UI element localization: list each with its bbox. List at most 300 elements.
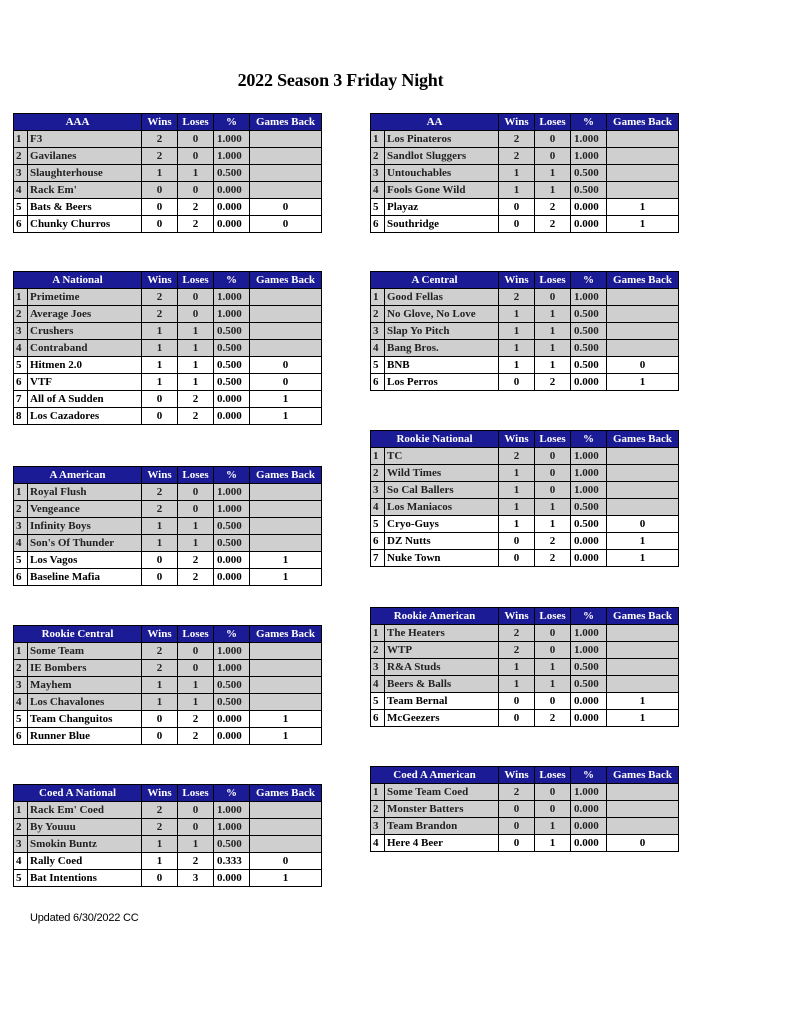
table-row [14, 374, 322, 391]
rank-cell: 2 [371, 148, 385, 165]
pct-cell: 1.000 [214, 131, 250, 148]
team-name-cell: Team Bernal [385, 693, 499, 710]
team-name-cell: All of A Sudden [28, 391, 142, 408]
loses-cell: 1 [535, 357, 571, 374]
wins-cell: 0 [142, 199, 178, 216]
table-header-row [371, 608, 679, 625]
loses-cell: 1 [535, 165, 571, 182]
pct-cell: 0.500 [571, 499, 607, 516]
games-back-header: Games Back [250, 626, 322, 643]
loses-cell: 2 [178, 711, 214, 728]
team-name-cell: Here 4 Beer [385, 835, 499, 852]
rank-cell: 4 [14, 182, 28, 199]
pct-cell: 0.500 [571, 165, 607, 182]
games-back-cell: 1 [607, 550, 679, 567]
pct-cell: 0.000 [214, 391, 250, 408]
rank-cell: 3 [371, 482, 385, 499]
wins-cell: 1 [499, 499, 535, 516]
games-back-cell [250, 289, 322, 306]
wins-cell: 1 [142, 357, 178, 374]
wins-cell: 0 [499, 693, 535, 710]
games-back-cell [607, 784, 679, 801]
games-back-cell: 1 [607, 533, 679, 550]
loses-cell: 1 [535, 835, 571, 852]
loses-cell: 2 [178, 408, 214, 425]
rank-cell: 1 [14, 643, 28, 660]
loses-cell: 0 [535, 289, 571, 306]
loses-cell: 1 [535, 306, 571, 323]
pct-cell: 1.000 [571, 642, 607, 659]
pct-header: % [214, 626, 250, 643]
wins-cell: 0 [499, 710, 535, 727]
team-name-cell: DZ Nutts [385, 533, 499, 550]
games-back-cell [250, 677, 322, 694]
loses-cell: 1 [535, 182, 571, 199]
loses-cell: 1 [178, 518, 214, 535]
team-name-cell: Playaz [385, 199, 499, 216]
team-name-cell: Rack Em' [28, 182, 142, 199]
table-row [14, 357, 322, 374]
loses-cell: 1 [535, 340, 571, 357]
rank-cell: 5 [14, 357, 28, 374]
division-name: Coed A National [14, 785, 142, 802]
pct-cell: 1.000 [214, 501, 250, 518]
pct-header: % [571, 608, 607, 625]
rank-cell: 3 [14, 836, 28, 853]
loses-cell: 1 [535, 516, 571, 533]
loses-cell: 0 [535, 784, 571, 801]
pct-header: % [571, 767, 607, 784]
games-back-cell: 1 [250, 711, 322, 728]
table-row [371, 374, 679, 391]
rank-cell: 3 [371, 659, 385, 676]
team-name-cell: Royal Flush [28, 484, 142, 501]
team-name-cell: F3 [28, 131, 142, 148]
wins-cell: 2 [499, 448, 535, 465]
wins-cell: 2 [499, 642, 535, 659]
games-back-cell: 1 [250, 552, 322, 569]
table-row [14, 552, 322, 569]
wins-cell: 2 [499, 625, 535, 642]
pct-cell: 1.000 [571, 448, 607, 465]
team-name-cell: Los Cazadores [28, 408, 142, 425]
rank-cell: 5 [371, 516, 385, 533]
table-row [371, 182, 679, 199]
table-row [14, 569, 322, 586]
rank-cell: 2 [371, 801, 385, 818]
team-name-cell: Smokin Buntz [28, 836, 142, 853]
rank-cell: 5 [14, 199, 28, 216]
wins-cell: 0 [499, 835, 535, 852]
wins-cell: 2 [142, 131, 178, 148]
pct-cell: 1.000 [571, 784, 607, 801]
loses-cell: 0 [178, 501, 214, 518]
team-name-cell: Bang Bros. [385, 340, 499, 357]
table-row [371, 165, 679, 182]
page-title-text: 2022 Season 3 Friday Night [237, 70, 444, 90]
division-table-a-american [13, 466, 322, 586]
rank-cell: 4 [14, 694, 28, 711]
loses-cell: 0 [535, 148, 571, 165]
division-table-aa [370, 113, 679, 233]
loses-cell: 1 [535, 818, 571, 835]
rank-cell: 1 [371, 131, 385, 148]
team-name-cell: Crushers [28, 323, 142, 340]
wins-header: Wins [142, 272, 178, 289]
games-back-cell [607, 625, 679, 642]
table-row [371, 340, 679, 357]
table-row [371, 131, 679, 148]
table-header-row [14, 626, 322, 643]
wins-cell: 2 [142, 660, 178, 677]
team-name-cell: Good Fellas [385, 289, 499, 306]
wins-header: Wins [499, 431, 535, 448]
team-name-cell: Southridge [385, 216, 499, 233]
table-row [371, 216, 679, 233]
team-name-cell: Bat Intentions [28, 870, 142, 887]
pct-cell: 0.000 [571, 710, 607, 727]
table-header-row [14, 467, 322, 484]
pct-cell: 1.000 [214, 802, 250, 819]
division-name: Coed A American [371, 767, 499, 784]
team-name-cell: No Glove, No Love [385, 306, 499, 323]
team-name-cell: Team Changuitos [28, 711, 142, 728]
table-row [371, 516, 679, 533]
wins-header: Wins [142, 467, 178, 484]
table-row [371, 625, 679, 642]
loses-cell: 0 [178, 819, 214, 836]
team-name-cell: Mayhem [28, 677, 142, 694]
loses-cell: 0 [535, 465, 571, 482]
table-row [14, 660, 322, 677]
pct-cell: 0.500 [571, 516, 607, 533]
team-name-cell: Average Joes [28, 306, 142, 323]
games-back-cell: 1 [607, 199, 679, 216]
games-back-cell [607, 642, 679, 659]
games-back-header: Games Back [607, 431, 679, 448]
wins-cell: 1 [499, 482, 535, 499]
table-row [14, 306, 322, 323]
pct-cell: 1.000 [214, 643, 250, 660]
games-back-cell: 0 [607, 516, 679, 533]
games-back-header: Games Back [250, 467, 322, 484]
loses-cell: 2 [535, 710, 571, 727]
loses-cell: 2 [535, 199, 571, 216]
games-back-cell [250, 340, 322, 357]
table-row [14, 340, 322, 357]
wins-cell: 1 [142, 340, 178, 357]
pct-header: % [214, 785, 250, 802]
team-name-cell: Team Brandon [385, 818, 499, 835]
games-back-cell [250, 484, 322, 501]
table-row [14, 518, 322, 535]
loses-cell: 0 [178, 182, 214, 199]
pct-cell: 0.500 [214, 518, 250, 535]
wins-cell: 2 [142, 501, 178, 518]
team-name-cell: So Cal Ballers [385, 482, 499, 499]
rank-cell: 6 [371, 374, 385, 391]
loses-cell: 0 [178, 289, 214, 306]
wins-cell: 1 [499, 659, 535, 676]
games-back-cell [607, 340, 679, 357]
team-name-cell: Los Maniacos [385, 499, 499, 516]
loses-cell: 2 [178, 552, 214, 569]
games-back-cell [250, 802, 322, 819]
loses-cell: 0 [178, 131, 214, 148]
games-back-cell: 0 [250, 374, 322, 391]
wins-cell: 0 [142, 391, 178, 408]
table-row [14, 501, 322, 518]
team-name-cell: WTP [385, 642, 499, 659]
table-row [14, 323, 322, 340]
rank-cell: 7 [371, 550, 385, 567]
loses-header: Loses [535, 114, 571, 131]
loses-header: Loses [178, 114, 214, 131]
team-name-cell: Cryo-Guys [385, 516, 499, 533]
loses-cell: 2 [535, 550, 571, 567]
wins-cell: 0 [499, 374, 535, 391]
loses-cell: 2 [535, 533, 571, 550]
rank-cell: 2 [14, 660, 28, 677]
games-back-cell: 1 [607, 693, 679, 710]
pct-cell: 1.000 [214, 148, 250, 165]
table-row [14, 408, 322, 425]
loses-cell: 1 [178, 677, 214, 694]
wins-header: Wins [499, 114, 535, 131]
games-back-cell [250, 660, 322, 677]
games-back-header: Games Back [250, 272, 322, 289]
pct-cell: 1.000 [571, 625, 607, 642]
rank-cell: 4 [371, 835, 385, 852]
loses-cell: 2 [535, 374, 571, 391]
rank-cell: 4 [371, 499, 385, 516]
wins-header: Wins [142, 114, 178, 131]
wins-cell: 1 [142, 323, 178, 340]
rank-cell: 5 [14, 870, 28, 887]
rank-cell: 8 [14, 408, 28, 425]
wins-cell: 0 [499, 216, 535, 233]
division-name: Rookie American [371, 608, 499, 625]
rank-cell: 5 [14, 552, 28, 569]
loses-cell: 1 [178, 340, 214, 357]
wins-cell: 2 [142, 643, 178, 660]
pct-cell: 0.000 [571, 818, 607, 835]
pct-cell: 1.000 [571, 131, 607, 148]
pct-cell: 0.000 [214, 870, 250, 887]
table-row [14, 853, 322, 870]
team-name-cell: McGeezers [385, 710, 499, 727]
rank-cell: 4 [14, 340, 28, 357]
pct-cell: 1.000 [214, 660, 250, 677]
pct-cell: 0.500 [571, 306, 607, 323]
table-row [14, 677, 322, 694]
division-table-a-central [370, 271, 679, 391]
games-back-cell: 0 [250, 199, 322, 216]
table-header-row [371, 431, 679, 448]
games-back-cell: 0 [607, 835, 679, 852]
pct-header: % [214, 467, 250, 484]
wins-cell: 2 [499, 148, 535, 165]
games-back-header: Games Back [250, 785, 322, 802]
wins-cell: 0 [142, 216, 178, 233]
pct-header: % [214, 114, 250, 131]
loses-cell: 1 [178, 694, 214, 711]
rank-cell: 5 [371, 199, 385, 216]
loses-header: Loses [535, 767, 571, 784]
pct-header: % [214, 272, 250, 289]
table-row [14, 131, 322, 148]
table-row [14, 148, 322, 165]
rank-cell: 4 [14, 853, 28, 870]
games-back-cell [607, 323, 679, 340]
table-row [371, 801, 679, 818]
rank-cell: 3 [371, 165, 385, 182]
rank-cell: 2 [14, 306, 28, 323]
team-name-cell: Slap Yo Pitch [385, 323, 499, 340]
table-row [371, 448, 679, 465]
wins-cell: 1 [499, 357, 535, 374]
wins-cell: 1 [142, 677, 178, 694]
wins-cell: 0 [142, 728, 178, 745]
loses-header: Loses [535, 272, 571, 289]
loses-cell: 1 [178, 535, 214, 552]
loses-cell: 1 [535, 499, 571, 516]
team-name-cell: Los Pinateros [385, 131, 499, 148]
page-title [0, 70, 791, 91]
division-table-coed-a-american [370, 766, 679, 852]
pct-cell: 0.000 [571, 533, 607, 550]
rank-cell: 1 [371, 625, 385, 642]
rank-cell: 4 [371, 340, 385, 357]
pct-cell: 0.500 [214, 694, 250, 711]
pct-cell: 0.500 [214, 357, 250, 374]
games-back-header: Games Back [250, 114, 322, 131]
table-row [14, 391, 322, 408]
wins-cell: 2 [142, 484, 178, 501]
table-row [14, 199, 322, 216]
table-row [371, 533, 679, 550]
rank-cell: 1 [371, 448, 385, 465]
games-back-header: Games Back [607, 608, 679, 625]
games-back-cell [607, 306, 679, 323]
loses-cell: 0 [178, 660, 214, 677]
rank-cell: 5 [371, 693, 385, 710]
pct-cell: 1.000 [571, 289, 607, 306]
games-back-cell: 0 [250, 853, 322, 870]
pct-cell: 1.000 [571, 482, 607, 499]
wins-cell: 0 [499, 199, 535, 216]
division-name: Rookie Central [14, 626, 142, 643]
table-row [14, 694, 322, 711]
pct-cell: 0.500 [214, 535, 250, 552]
wins-cell: 1 [499, 465, 535, 482]
team-name-cell: Fools Gone Wild [385, 182, 499, 199]
pct-cell: 0.500 [214, 323, 250, 340]
team-name-cell: Rack Em' Coed [28, 802, 142, 819]
rank-cell: 4 [371, 182, 385, 199]
loses-cell: 0 [178, 643, 214, 660]
team-name-cell: Vengeance [28, 501, 142, 518]
games-back-cell [607, 659, 679, 676]
games-back-cell [250, 131, 322, 148]
wins-cell: 1 [142, 535, 178, 552]
pct-cell: 0.000 [214, 711, 250, 728]
rank-cell: 6 [14, 216, 28, 233]
loses-cell: 0 [535, 693, 571, 710]
loses-header: Loses [178, 272, 214, 289]
pct-cell: 0.000 [214, 199, 250, 216]
rank-cell: 6 [14, 569, 28, 586]
pct-cell: 0.500 [214, 677, 250, 694]
rank-cell: 1 [371, 289, 385, 306]
wins-cell: 0 [142, 711, 178, 728]
loses-cell: 2 [178, 216, 214, 233]
loses-cell: 0 [178, 148, 214, 165]
team-name-cell: BNB [385, 357, 499, 374]
wins-cell: 0 [142, 569, 178, 586]
games-back-cell [250, 643, 322, 660]
games-back-cell: 1 [607, 710, 679, 727]
loses-cell: 1 [178, 165, 214, 182]
division-name: A National [14, 272, 142, 289]
rank-cell: 7 [14, 391, 28, 408]
team-name-cell: Beers & Balls [385, 676, 499, 693]
wins-cell: 1 [499, 516, 535, 533]
table-row [371, 676, 679, 693]
loses-cell: 0 [535, 625, 571, 642]
wins-cell: 2 [499, 289, 535, 306]
pct-cell: 0.500 [214, 374, 250, 391]
loses-cell: 1 [178, 357, 214, 374]
games-back-header: Games Back [607, 114, 679, 131]
team-name-cell: Los Perros [385, 374, 499, 391]
rank-cell: 1 [14, 484, 28, 501]
games-back-cell: 1 [250, 569, 322, 586]
wins-cell: 1 [499, 340, 535, 357]
table-header-row [14, 785, 322, 802]
team-name-cell: Primetime [28, 289, 142, 306]
team-name-cell: The Heaters [385, 625, 499, 642]
pct-header: % [571, 431, 607, 448]
games-back-cell [607, 818, 679, 835]
table-row [371, 306, 679, 323]
team-name-cell: VTF [28, 374, 142, 391]
table-row [371, 323, 679, 340]
wins-cell: 1 [142, 374, 178, 391]
wins-cell: 2 [142, 802, 178, 819]
pct-header: % [571, 114, 607, 131]
loses-cell: 2 [178, 391, 214, 408]
team-name-cell: Sandlot Sluggers [385, 148, 499, 165]
loses-cell: 2 [535, 216, 571, 233]
rank-cell: 3 [14, 518, 28, 535]
wins-header: Wins [499, 272, 535, 289]
table-row [371, 357, 679, 374]
pct-cell: 0.000 [571, 199, 607, 216]
pct-cell: 0.000 [214, 182, 250, 199]
loses-cell: 1 [178, 323, 214, 340]
games-back-cell [607, 448, 679, 465]
table-row [14, 289, 322, 306]
loses-header: Loses [178, 785, 214, 802]
division-name: AAA [14, 114, 142, 131]
pct-cell: 0.500 [214, 165, 250, 182]
team-name-cell: Gavilanes [28, 148, 142, 165]
pct-cell: 1.000 [214, 289, 250, 306]
rank-cell: 6 [371, 710, 385, 727]
table-row [371, 499, 679, 516]
wins-header: Wins [142, 626, 178, 643]
